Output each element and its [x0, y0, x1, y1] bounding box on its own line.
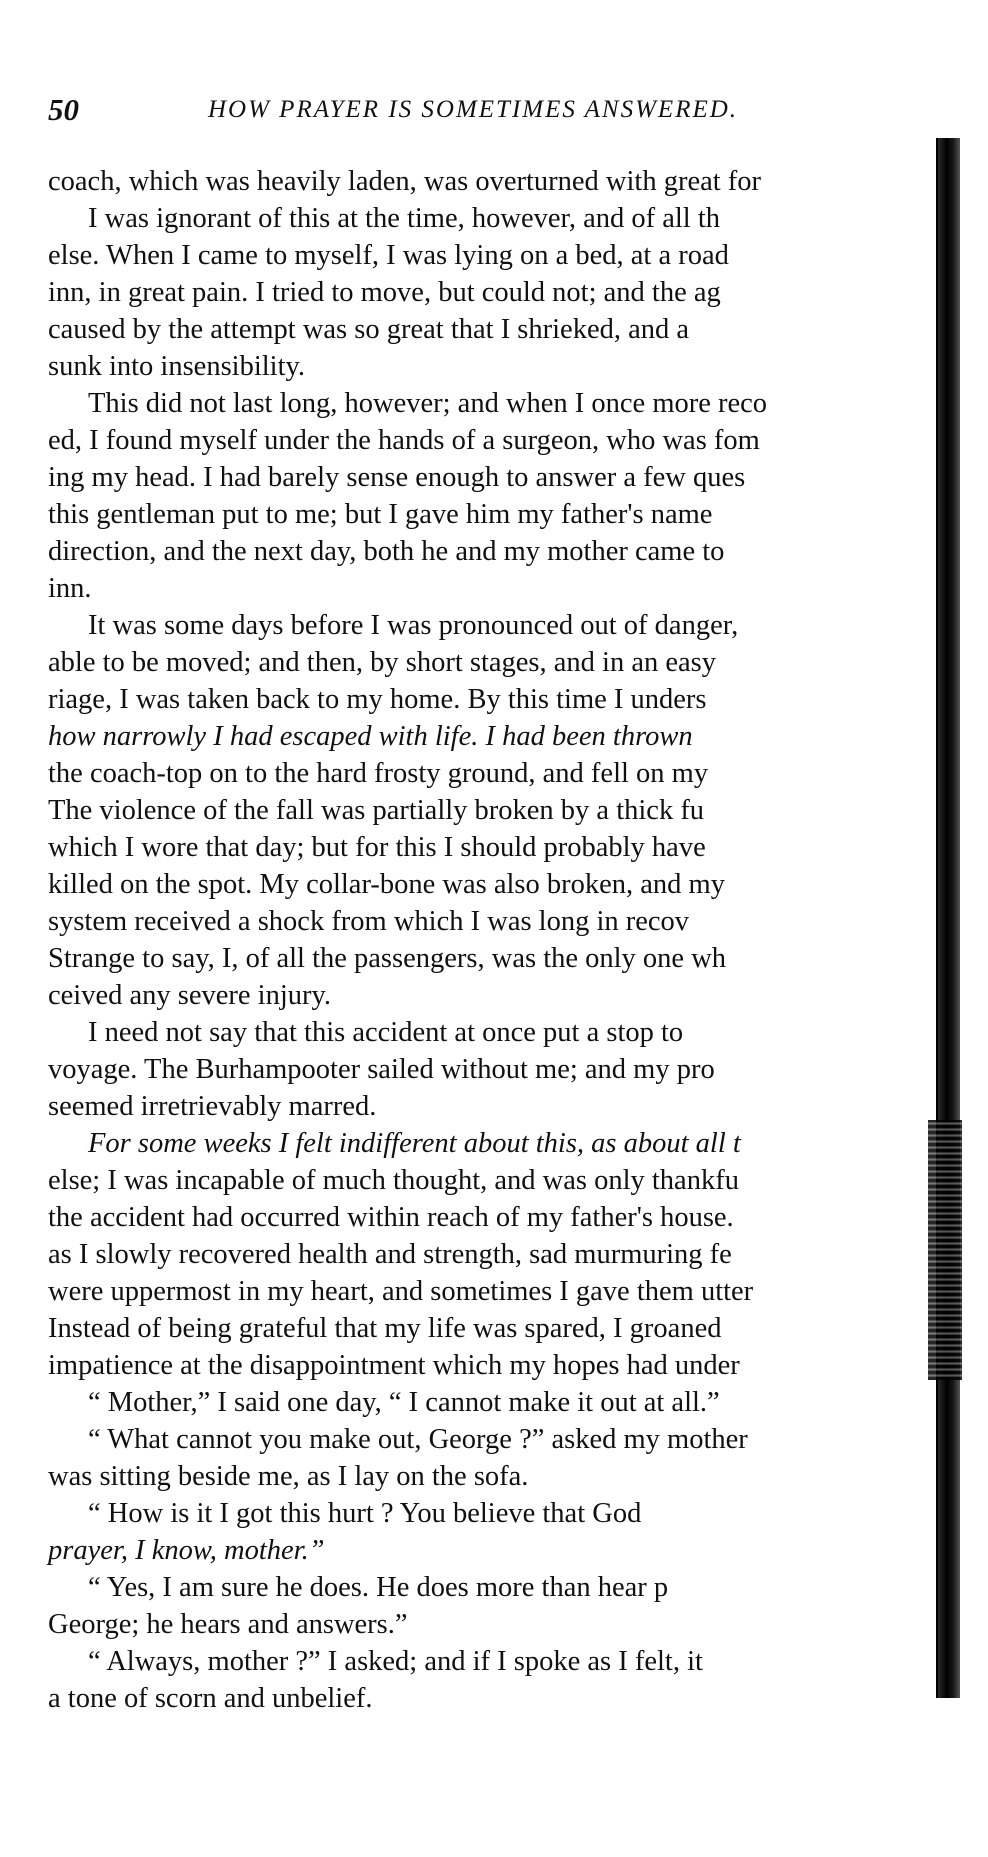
- text-line: which I wore that day; but for this I should probably have: [48, 832, 706, 863]
- text-line: seemed irretrievably marred.: [48, 1091, 377, 1122]
- text-line: riage, I was taken back to my home. By this time I unders: [48, 684, 707, 715]
- text-line: Instead of being grateful that my life was spared, I groaned: [48, 1313, 722, 1344]
- text-line: I was ignorant of this at the time, however, and of all th: [88, 203, 721, 234]
- text-line: ed, I found myself under the hands of a surgeon, who was fom: [48, 425, 760, 456]
- text-line: It was some days before I was pronounced out of danger,: [88, 610, 739, 641]
- text-line: The violence of the fall was partially broken by a thick fu: [48, 795, 705, 826]
- text-line: inn.: [48, 573, 92, 604]
- binding-noise: [928, 1120, 962, 1380]
- text-line: sunk into insensibility.: [48, 351, 306, 382]
- text-line: inn, in great pain. I tried to move, but could not; and the ag: [48, 277, 721, 308]
- text-line: voyage. The Burhampooter sailed without me; and my pro: [48, 1054, 715, 1085]
- running-head: HOW PRAYER IS SOMETIMES ANSWERED.: [208, 96, 739, 123]
- text-line: were uppermost in my heart, and sometimes I gave them utter: [48, 1276, 754, 1307]
- text-line: ing my head. I had barely sense enough to answer a few ques: [48, 462, 746, 493]
- text-line: the coach-top on to the hard frosty ground, and fell on my: [48, 758, 709, 789]
- text-line: “ Mother,” I said one day, “ I cannot make it out at all.”: [88, 1387, 720, 1418]
- text-line: George; he hears and answers.”: [48, 1609, 408, 1640]
- text-line: “ Yes, I am sure he does. He does more than hear p: [88, 1572, 669, 1603]
- text-line: was sitting beside me, as I lay on the sofa.: [48, 1461, 529, 1492]
- text-line: caused by the attempt was so great that I shrieked, and a: [48, 314, 690, 345]
- text-line: killed on the spot. My collar-bone was also broken, and my: [48, 869, 725, 900]
- text-line: ceived any severe injury.: [48, 980, 332, 1011]
- text-line: as I slowly recovered health and strength, sad murmuring fe: [48, 1239, 732, 1270]
- text-line: impatience at the disappointment which my hopes had under: [48, 1350, 740, 1381]
- page-number: 50: [48, 92, 79, 127]
- text-line: able to be moved; and then, by short stages, and in an easy: [48, 647, 716, 678]
- text-line: coach, which was heavily laden, was overturned with great for: [48, 166, 762, 197]
- binding-shadow: [938, 138, 960, 1698]
- text-line: I need not say that this accident at once put a stop to: [88, 1017, 684, 1048]
- page-header: [48, 92, 938, 132]
- text-line: else; I was incapable of much thought, and was only thankfu: [48, 1165, 739, 1196]
- body-text: [48, 163, 938, 1717]
- text-line: system received a shock from which I was long in recov: [48, 906, 690, 937]
- text-line: this gentleman put to me; but I gave him my father's name: [48, 499, 713, 530]
- text-line: how narrowly I had escaped with life. I had been thrown: [48, 721, 693, 752]
- text-line: a tone of scorn and unbelief.: [48, 1683, 373, 1714]
- text-line: the accident had occurred within reach of my father's house.: [48, 1202, 734, 1233]
- text-line: else. When I came to myself, I was lying on a bed, at a road: [48, 240, 729, 271]
- text-line: prayer, I know, mother.”: [48, 1535, 325, 1566]
- text-line: direction, and the next day, both he and my mother came to: [48, 536, 725, 567]
- text-line: “ How is it I got this hurt ? You believe that God: [88, 1498, 642, 1529]
- text-line: For some weeks I felt indifferent about this, as about all t: [88, 1128, 741, 1159]
- text-line: This did not last long, however; and when I once more reco: [88, 388, 768, 419]
- text-line: “ Always, mother ?” I asked; and if I spoke as I felt, it: [88, 1646, 703, 1677]
- text-line: Strange to say, I, of all the passengers, was the only one wh: [48, 943, 727, 974]
- text-line: “ What cannot you make out, George ?” asked my mother: [88, 1424, 748, 1455]
